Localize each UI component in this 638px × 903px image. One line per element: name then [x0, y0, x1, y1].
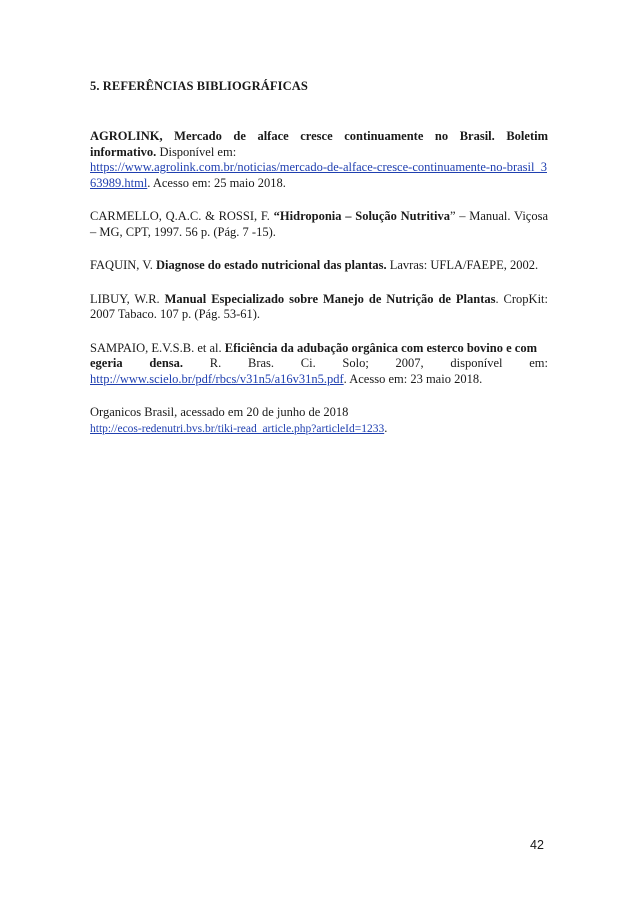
reference-text: Organicos Brasil, acessado em 20 de junho de 2018: [90, 405, 349, 419]
reference-title: “Hidroponia – Solução Nutritiva: [273, 209, 450, 223]
reference-authors: CARMELLO, Q.A.C. & ROSSI, F.: [90, 209, 274, 223]
references-list: [90, 129, 548, 455]
reference-title: AGROLINK, Mercado de alface cresce continuamente no Brasil. Boletim informativo.: [90, 129, 548, 159]
reference-carmello: [90, 209, 548, 240]
reference-link-scielo[interactable]: http://www.scielo.br/pdf/rbcs/v31n5/a16v31n5.pdf: [90, 371, 344, 386]
reference-link-agrolink[interactable]: https://www.agrolink.com.br/noticias/mercado-de-alface-cresce-continuamente-no-brasil_363989.html: [90, 160, 547, 190]
reference-faquin: [90, 258, 548, 274]
reference-punct: .: [384, 420, 388, 435]
reference-organicos: [90, 405, 548, 437]
reference-text: R. Bras. Ci. Solo; 2007, disponível em:: [183, 356, 548, 370]
section-heading: 5. REFERÊNCIAS BIBLIOGRÁFICAS: [90, 79, 308, 93]
reference-text: ” – Manual. Viçosa – MG, CPT, 1997. 56 p. (Pág. 7 -15).: [90, 209, 548, 239]
reference-text: Lavras: UFLA/FAEPE, 2002.: [386, 258, 539, 272]
reference-text: Disponível em:: [156, 144, 237, 159]
reference-access: . Acesso em: 25 maio 2018.: [147, 175, 286, 190]
reference-libuy: [90, 292, 548, 323]
reference-text: . CropKit: 2007 Tabaco. 107 p. (Pág. 53-61).: [90, 291, 548, 321]
reference-sampaio: [90, 341, 548, 388]
reference-link-redenutri[interactable]: http://ecos-redenutri.bvs.br/tiki-read_article.php?articleId=1233: [90, 422, 385, 435]
reference-agrolink: [90, 129, 548, 191]
reference-authors: FAQUIN, V.: [90, 258, 156, 272]
reference-authors: SAMPAIO, E.V.S.B. et al.: [90, 340, 225, 355]
page-number: 42: [530, 838, 544, 852]
reference-title: Manual Especializado sobre Manejo de Nutrição de Plantas: [164, 291, 496, 306]
reference-authors: LIBUY, W.R.: [90, 291, 165, 306]
reference-title: Diagnose do estado nutricional das plantas.: [156, 258, 387, 272]
reference-access: . Acesso em: 23 maio 2018.: [343, 371, 483, 386]
reference-title-cont: egeria densa.: [90, 356, 184, 370]
reference-title: Eficiência da adubação orgânica com esterco bovino e com: [224, 340, 537, 355]
